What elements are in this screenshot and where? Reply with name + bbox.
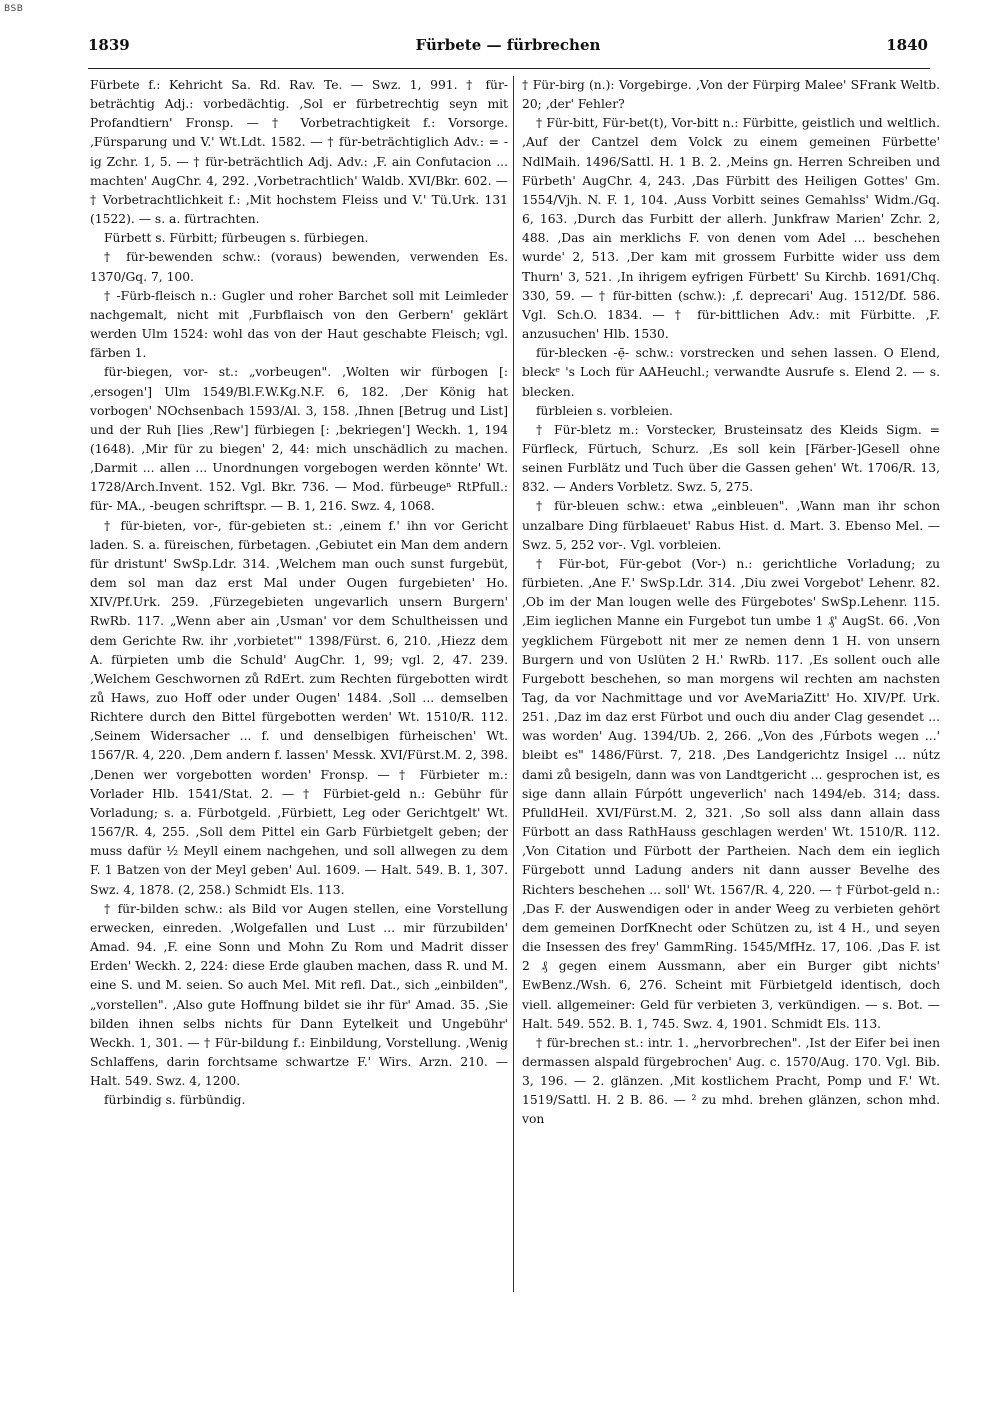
entry-fuerb-fleisch: † -Fürb-fleisch n.: Gugler und roher Barchet soll mit Leimleder nachgemalt, nicht mit ‚Furbflaisch von den Gerbern' geklärt werden Ulm 1524: wohl das von der Haut geschabte Fleisch; vgl. färben 1.	[90, 288, 508, 361]
left-column	[90, 76, 508, 1316]
entry-fuer-bieten: † für-bieten, vor-, für-gebieten st.: ‚einem f.' ihn vor Gericht laden. S. a. füreischen, fürbetagen. ‚Gebiutet ein Man dem andern für dristunt' SwSp.Ldr. 314. ‚Welchem man ouch sunst furgebüt, dem sol man daz erst Mal under Ougen furgebieten' Ho. XIV/Pf.Urk. 259. ‚Fürzegebieten ungevarlich unsern Burgern' RwRb. 117. „Wenn aber ain ‚Usman' vor dem Schultheissen und dem Gerichte Rw. ihr ‚vorbietet'" 1398/Fürst. 6, 210. ‚Hiezz dem A. fürpieten umb die Schuld' AugChr. 1, 99; vgl. 2, 47. 239. ‚Welchem Geschwornen zů RdErt. zum Rechten fürgebotten wirdt zů Haws, zuo Hoff oder under Ougen' 1484. ‚Soll ... demselben Richtere durch den Bittel fürgebotten werden' Wt. 1510/R. 112. ‚Seinem Widersacher ... f. und denselbigen fürheischen' Wt. 1567/R. 4, 220. ‚Dem andern f. lassen' Messk. XVI/Fürst.M. 2, 398. ‚Denen wer vorgebotten worden' Fronsp. — † Fürbieter m.: Vorlader Hlb. 1541/Stat. 2. — † Fürbiet-geld n.: Gebühr für Vorladung; s. a. Fürbotgeld. ‚Fürbiett, Leg oder Gerichtgelt' Wt. 1567/R. 4, 255. ‚Soll dem Pittel ein Garb Fürbietgelt geben; der muss dafür ½ Meyll einem nachgehen, und soll allwegen zu dem F. 1 Batzen von der Meyl geben' Aul. 1609. — Halt. 549. B. 1, 307. Swz. 4, 1878. (2, 258.) Schmidt Els. 113.	[90, 518, 508, 897]
running-title: Fürbete — fürbrechen	[415, 36, 601, 54]
entry-fuer-biegen: für-biegen, vor- st.: „vorbeugen". ‚Wolten wir fürbogen [: ‚ersogen'] Ulm 1549/Bl.F.W.Kg.N.F. 6, 182. ‚Der König hat vorbogen' NOchsenbach 1593/Al. 3, 158. ‚Ihnen [Betrug und List] und der Ruh [lies ‚Rew'] fürbiegen [: ‚bekriegen'] Weckh. 1, 194 (1648). ‚Mir für zu biegen' 2, 44: mich unschädlich zu machen. ‚Darmit ... allen ... Unordnungen vorgebogen werden könnte' Wt. 1728/Arch.Invent. 152. Vgl. Bkr. 736. — Mod. fürbeugeⁿ RtPfull.: für- MA., -beugen schriftspr. — B. 1, 216. Swz. 4, 1068.	[90, 365, 508, 514]
page-number-left: 1839	[88, 36, 130, 54]
entry-fuerbindig: fürbindig s. fürbündig.	[104, 1093, 246, 1108]
entry-fuerbete: Fürbete f.: Kehricht Sa. Rd. Rav. Te. — Swz. 1, 991. † für-beträchtig Adj.: vorbedächtig. ‚Sol er fürbetrechtig seyn mit Profandtiern' Fronsp. — † Vorbetrachtigkeit f.: Vorsorge. ‚Fürsparung und V.' Wt.Ldt. 1582. — † für-beträchtiglich Adv.: = -ig Zchr. 1, 5. — † für-beträchtlich Adj. Adv.: ‚F. ain Confutacion ... machten' AugChr. 4, 292. ‚Vorbetrachtlich' Waldb. XVI/Bkr. 602. — † Vorbetrachtlichkeit f.: ‚Mit hochstem Fleiss und V.' Tü.Urk. 131 (1522). — s. a. fürtrachten.	[90, 78, 508, 227]
running-header	[88, 36, 928, 62]
entry-fuer-brechen: † für-brechen st.: intr. 1. „hervorbrechen". ‚Ist der Eifer bei inen dermassen alspald fürgebrochen' Aug. c. 1570/Aug. 170. Vgl. Bib. 3, 196. — 2. glänzen. ‚Mit kostlichem Pracht, Pomp und F.' Wt. 1519/Sattl. H. 2 B. 86. — ² zu mhd. brehen glänzen, schon mhd. von	[522, 1035, 940, 1127]
entry-fuer-bewenden: † für-bewenden schw.: (voraus) bewenden, verwenden Es. 1370/Gq. 7, 100.	[90, 250, 508, 284]
entry-fuer-blecken: für-blecken -ẹ̄- schw.: vorstrecken und sehen lassen. O Elend, bleckᵉ 's Loch für AAHeuchl.; verwandte Ausrufe s. Elend 2. — s. blecken.	[522, 346, 940, 399]
entry-fuerbleien: fürbleien s. vorbleien.	[536, 403, 673, 418]
entry-fuer-bleuen: † für-bleuen schw.: etwa „einbleuen". ‚Wann man ihr schon unzalbare Ding fürblaeuet' Rabus Hist. d. Mart. 3. Ebenso Mel. — Swz. 5, 252 vor-. Vgl. vorbleien.	[522, 499, 940, 552]
entry-fuer-bitt: † Für-bitt, Für-bet(t), Vor-bitt n.: Fürbitte, geistlich und weltlich. ‚Auf der Cantzel dem Volck zu einem gemeinen Fürbette' NdlMaih. 1496/Sattl. H. 1 B. 2. ‚Meins gn. Herren Schreiben und Fürbeth' AugChr. 4, 243. ‚Das Fürbitt des Heiligen Gottes' Gm. 1554/Vjh. N. F. 1, 104. ‚Auss Vorbitt seines Gemahlss' Widm./Gq. 6, 163. ‚Durch das Furbitt der allerh. Junkfraw Marien' Zchr. 2, 488. ‚Das ain merklichs F. von denen vom Adel ... beschehen wurde' 2, 513. ‚Der kam mit grossem Furbitte wider uss dem Thurn' 3, 521. ‚In ihrigem eyfrigen Fürbett' Su Kirchb. 1691/Chq. 330, 59. — † für-bitten (schw.): ‚f. deprecari' Aug. 1512/Df. 586. Vgl. Sch.O. 1834. — † für-bittlichen Adv.: mit Fürbitte. ‚F. anzusuchen' Hlb. 1530.	[522, 116, 940, 342]
header-rule	[88, 68, 930, 69]
page-number-right: 1840	[886, 36, 928, 54]
library-stamp: BSB	[4, 4, 24, 14]
entry-fuer-bletz: † Für-bletz m.: Vorstecker, Brusteinsatz des Kleids Sigm. = Fürfleck, Fürtuch, Schurz. ‚Es soll kein [Färber-]Gesell ohne seinen Furblätz und Tuch über die Gassen gehen' Wt. 1706/R. 13, 832. — Anders Vorbletz. Swz. 5, 275.	[522, 422, 940, 495]
right-column	[522, 76, 940, 1300]
entry-fuer-bot: † Für-bot, Für-gebot (Vor-) n.: gerichtliche Vorladung; zu fürbieten. ‚Ane F.' SwSp.Ldr. 314. ‚Diu zwei Vorgebot' Lehenr. 82. ‚Ob im der Man lougen welle des Fürgebotes' SwSp.Lehenr. 115. ‚Eim ieglichen Manne ein Furgebot tun umbe 1 ₰' AugSt. 66. ‚Von yegklichem Fürgebott nit mer ze nemen denn 1 H. von unsern Burgern und von Uslüten 2 H.' RwRb. 117. ‚Es sollent ouch alle Furgebott beschehen, so man morgens wil rechten am nachsten Tag, da vor Nachmittage und vor AveMariaZitt' Ho. XIV/Pf. Urk. 251. ‚Daz im daz erst Fürbot und ouch diu ander Clag gesendet ... was worden' Aug. 1394/Ub. 2, 266. „Von des ‚Fúrbots wegen ...' bleibt es" 1486/Fürst. 7, 218. ‚Des Landgerichtz Insigel ... nútz dami zů besigeln, dann was von Landtgericht ... gesprochen ist, es sige dann allain Fúrpótt ungeverlich' nach 1494/eb. 314; dass. PfulldHeil. XVI/Fürst.M. 2, 321. ‚So soll alss dann allain dass Fürbott an dass RathHauss geschlagen werden' Wt. 1510/R. 112. ‚Von Citation und Fürbott der Partheien. Nach dem ein ieglich Fürgebott unnd Ladung anders nit dann ausser Bevelhe des Richters beschehen ... soll' Wt. 1567/R. 4, 220. — † Fürbot-geld n.: ‚Das F. der Auswendigen oder in ander Weeg zu verbieten gehört dem gemeinen DorfKnecht oder Schützen zu, ist 4 H., und seyen die Insessen des frey' GammRing. 1545/MfHz. 17, 106. ‚Das F. ist 2 ₰ gegen einem Aussmann, aber ein Burger gibt nichts' EwBenz./Wsh. 6, 276. Scheint mit Fürbietgeld identisch, doch viell. allgemeiner: Geld für verbieten 3, verkündigen. — s. Bot. — Halt. 549. 552. B. 1, 745. Swz. 4, 1901. Schmidt Els. 113.	[522, 556, 940, 1031]
entry-fuer-bilden: † für-bilden schw.: als Bild vor Augen stellen, eine Vorstellung erwecken, einreden. ‚Wolgefallen und Lust ... mir fürzubilden' Amad. 94. ‚F. eine Sonn und Mohn Zu Rom und Madrit disser Erden' Weckh. 2, 224: diese Erde glauben machen, dass R. und M. eine S. und M. seien. So auch Mel. Mit refl. Dat., sich „einbilden", „vorstellen". ‚Also gute Hoffnung bildet sie ihr für' Amad. 35. ‚Sie bilden ihnen selbs nichts für Dann Eytelkeit und Ungebühr' Weckh. 1, 301. — † Für-bildung f.: Einbildung, Vorstellung. ‚Wenig Schlaffens, darin forchtsame schwartze F.' Wirs. Arzn. 210. — Halt. 549. Swz. 4, 1200.	[90, 901, 508, 1089]
entry-fuerbett: Fürbett s. Fürbitt; fürbeugen s. fürbiegen.	[104, 231, 369, 246]
column-divider	[513, 76, 514, 1292]
entry-fuer-birg: † Für-birg (n.): Vorgebirge. ‚Von der Fürpirg Malee' SFrank Weltb. 20; ‚der' Fehler?	[522, 78, 940, 112]
